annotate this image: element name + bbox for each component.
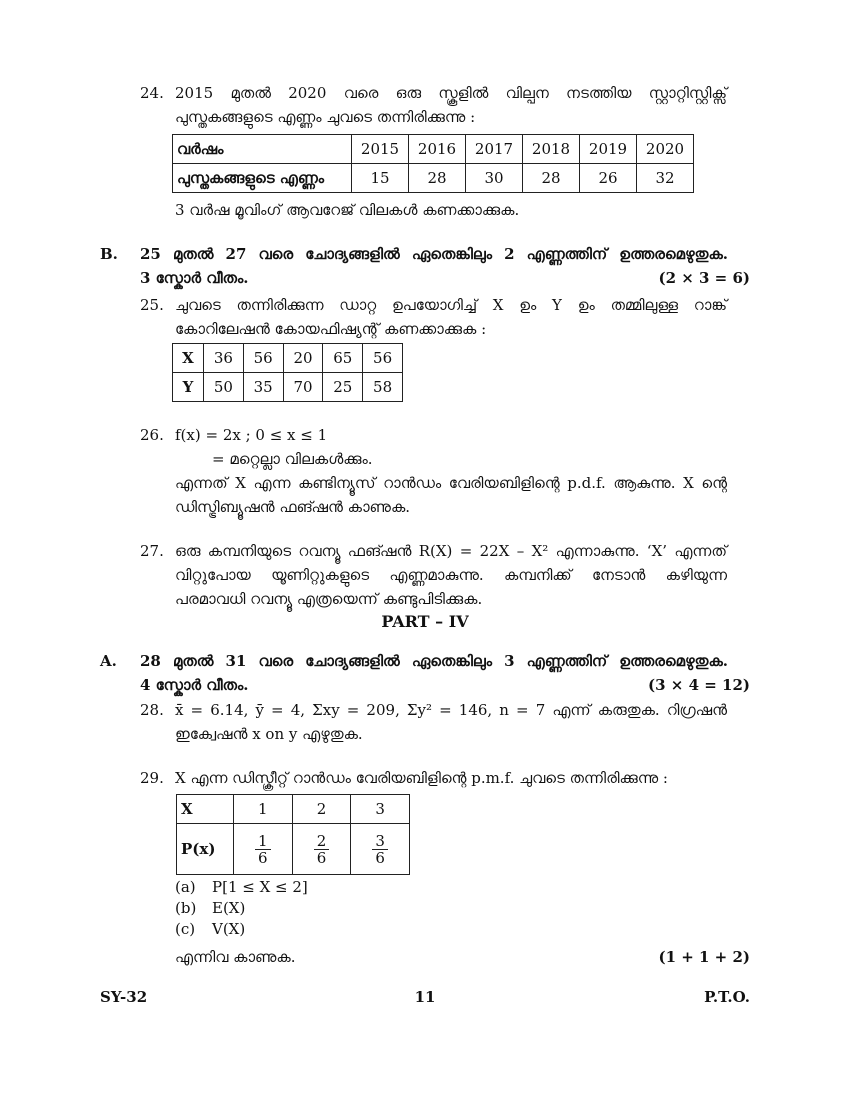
fraction-numerator: 3 bbox=[372, 833, 388, 851]
table-cell: 28 bbox=[409, 164, 466, 193]
table-cell: 32 bbox=[637, 164, 694, 193]
part-heading: PART – IV bbox=[381, 612, 469, 631]
q26-text-line3: എന്നത് X എന്ന കണ്ടിന്യൂസ് റാൻഡം വേരിയബിളിന്റെ p.d.f. ആകുന്നു. X ന്റെ bbox=[175, 474, 727, 492]
table-cell: 50 bbox=[204, 373, 244, 402]
table-cell: 25 bbox=[323, 373, 363, 402]
section-letter-b: B. bbox=[100, 245, 118, 263]
table-cell: 2017 bbox=[466, 135, 523, 164]
table-row bbox=[177, 824, 410, 875]
table-cell: 65 bbox=[323, 344, 363, 373]
table-cell: 2016 bbox=[409, 135, 466, 164]
table-cell: 56 bbox=[363, 344, 403, 373]
q29-pmf-table bbox=[176, 794, 410, 875]
fraction-denominator: 6 bbox=[258, 849, 268, 867]
table-cell: 2018 bbox=[523, 135, 580, 164]
table-header-x: X bbox=[177, 795, 234, 824]
page-number: 11 bbox=[414, 988, 436, 1006]
table-header-year: വർഷം bbox=[173, 135, 352, 164]
question-number-28: 28. bbox=[140, 701, 164, 719]
q25-xy-table bbox=[172, 343, 403, 402]
table-cell: 2020 bbox=[637, 135, 694, 164]
table-cell: 15 bbox=[352, 164, 409, 193]
table-row bbox=[173, 164, 694, 193]
table-cell: 2019 bbox=[580, 135, 637, 164]
q29-option-b: E(X) bbox=[212, 899, 246, 917]
q25-text-line1: ചുവടെ തന്നിരിക്കുന്ന ഡാറ്റ ഉപയോഗിച്ച് X ഉം Y ഉം തമ്മിലുള്ള റാങ്ക് bbox=[175, 296, 727, 314]
table-row bbox=[173, 344, 403, 373]
q27-text-line1: ഒരു കമ്പനിയുടെ റവന്യൂ ഫങ്ഷൻ R(X) = 22X – X² എന്നാകുന്നു. ‘X’ എന്നത് bbox=[175, 542, 727, 560]
q25-text-line2: കോറിലേഷൻ കോയഫിഷ്യന്റ് കണക്കാക്കുക : bbox=[175, 320, 487, 338]
table-cell: 1 bbox=[234, 795, 293, 824]
q26-function-line1: f(x) = 2x ; 0 ≤ x ≤ 1 bbox=[175, 426, 328, 444]
table-cell: 58 bbox=[363, 373, 403, 402]
table-cell: 30 bbox=[466, 164, 523, 193]
fraction-denominator: 6 bbox=[375, 849, 385, 867]
footer-code: SY-32 bbox=[100, 988, 148, 1006]
table-cell: 26 bbox=[580, 164, 637, 193]
q24-text-line2: പുസ്തകങ്ങളുടെ എണ്ണം ചുവടെ തന്നിരിക്കുന്നു : bbox=[175, 108, 476, 126]
table-header-x: X bbox=[173, 344, 204, 373]
table-cell: 70 bbox=[283, 373, 323, 402]
q27-text-line3: പരമാവധി റവന്യൂ എത്രയെന്ന് കണ്ടുപിടിക്കുക. bbox=[175, 590, 483, 608]
section-a-marks: (3 × 4 = 12) bbox=[648, 676, 750, 694]
q29-option-c: V(X) bbox=[212, 920, 246, 938]
fraction-denominator: 6 bbox=[316, 849, 327, 867]
section-b-marks: (2 × 3 = 6) bbox=[658, 269, 750, 287]
table-cell bbox=[234, 824, 293, 875]
table-cell: 35 bbox=[243, 373, 283, 402]
table-cell: 56 bbox=[243, 344, 283, 373]
table-row bbox=[177, 795, 410, 824]
section-a-instruction: 28 മുതൽ 31 വരെ ചോദ്യങ്ങളിൽ ഏതെങ്കിലും 3 എണ്ണത്തിന് ഉത്തരമെഴുതുക. bbox=[140, 652, 728, 670]
question-number-24: 24. bbox=[140, 84, 164, 102]
table-cell: 20 bbox=[283, 344, 323, 373]
q27-text-line2: വിറ്റുപോയ യൂണിറ്റുകളുടെ എണ്ണമാകുന്നു. കമ്പനിക്ക് നേടാൻ കഴിയുന്ന bbox=[175, 566, 727, 584]
question-number-26: 26. bbox=[140, 426, 164, 444]
q26-function-line2: = മറ്റെല്ലാ വിലകൾക്കും. bbox=[212, 450, 373, 468]
fraction bbox=[255, 833, 271, 867]
q29-instruction: എന്നിവ കാണുക. bbox=[175, 948, 296, 966]
table-cell: 36 bbox=[204, 344, 244, 373]
table-header-y: Y bbox=[173, 373, 204, 402]
fraction bbox=[372, 833, 388, 867]
table-cell: 2015 bbox=[352, 135, 409, 164]
question-number-29: 29. bbox=[140, 769, 164, 787]
q24-books-table bbox=[172, 134, 694, 193]
section-b-instruction: 25 മുതൽ 27 വരെ ചോദ്യങ്ങളിൽ ഏതെങ്കിലും 2 എണ്ണത്തിന് ഉത്തരമെഴുതുക. bbox=[140, 245, 728, 263]
q29-option-a-label: (a) bbox=[175, 878, 196, 896]
section-letter-a: A. bbox=[100, 652, 117, 670]
question-number-27: 27. bbox=[140, 542, 164, 560]
table-cell: 3 bbox=[351, 795, 410, 824]
fraction-numerator: 2 bbox=[314, 833, 330, 851]
footer-pto: P.T.O. bbox=[704, 988, 750, 1006]
table-header-books: പുസ്തകങ്ങളുടെ എണ്ണം bbox=[173, 164, 352, 193]
table-row bbox=[173, 373, 403, 402]
q29-marks: (1 + 1 + 2) bbox=[658, 948, 750, 966]
q24-text-line1: 2015 മുതൽ 2020 വരെ ഒരു സ്കൂളിൽ വില്പന നടത്തിയ സ്റ്റാറ്റിസ്റ്റിക്സ് bbox=[175, 84, 727, 102]
table-cell: 2 bbox=[292, 795, 351, 824]
q29-option-c-label: (c) bbox=[175, 920, 196, 938]
table-cell: 28 bbox=[523, 164, 580, 193]
question-number-25: 25. bbox=[140, 296, 164, 314]
section-a-score: 4 സ്കോർ വീതം. bbox=[140, 676, 249, 694]
q28-text-line1: x̄ = 6.14, ȳ = 4, Σxy = 209, Σy² = 146, n = 7 എന്ന് കരുതുക. റിഗ്രഷൻ bbox=[175, 701, 727, 719]
q28-text-line2: ഇക്വേഷൻ x on y എഴുതുക. bbox=[175, 725, 363, 743]
q29-text-line1: X എന്ന ഡിസ്ക്രീറ്റ് റാൻഡം വേരിയബിളിന്റെ p.m.f. ചുവടെ തന്നിരിക്കുന്നു : bbox=[175, 769, 668, 787]
table-header-px: P(x) bbox=[177, 824, 234, 875]
q29-option-a: P[1 ≤ X ≤ 2] bbox=[212, 878, 308, 896]
section-b-score: 3 സ്കോർ വീതം. bbox=[140, 269, 249, 287]
table-cell bbox=[351, 824, 410, 875]
table-row bbox=[173, 135, 694, 164]
fraction bbox=[314, 833, 330, 867]
q29-option-b-label: (b) bbox=[175, 899, 197, 917]
fraction-numerator: 1 bbox=[255, 833, 271, 851]
q24-instruction: 3 വർഷ മൂവിംഗ് ആവറേജ് വിലകൾ കണക്കാക്കുക. bbox=[175, 201, 520, 219]
q26-text-line4: ഡിസ്ട്രിബ്യൂഷൻ ഫങ്ഷൻ കാണുക. bbox=[175, 498, 411, 516]
table-cell bbox=[292, 824, 351, 875]
